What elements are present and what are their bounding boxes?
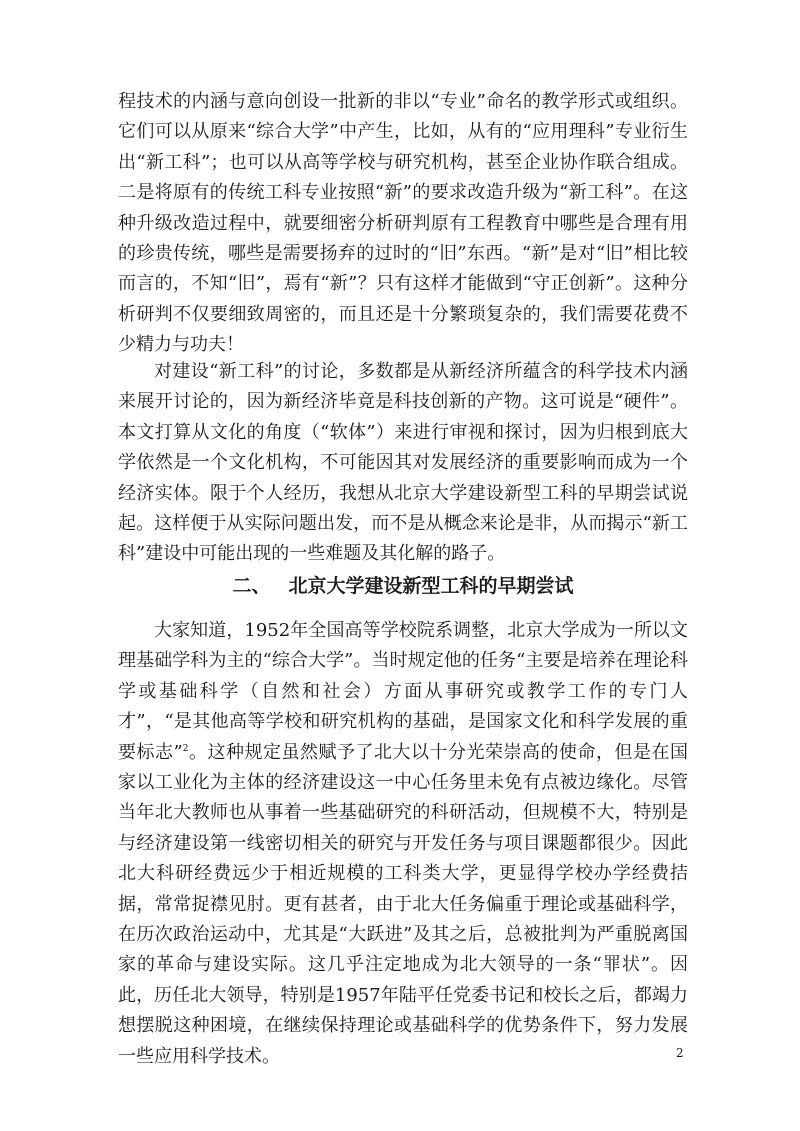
footnote-reference[interactable]: 2 (182, 743, 189, 754)
body-paragraph (118, 616, 688, 1072)
page-number: 2 (676, 1046, 684, 1060)
section-heading (118, 573, 688, 599)
body-paragraph: 对建设“新工科”的讨论，多数都是从新经济所蕴含的科学技术内涵来展开讨论的，因为新经济毕竟是科技创新的产物。这可说是“硬件”。本文打算从文化的角度（“软体”）来进行审视和探讨，因为归根到底大学依然是一个文化机构，不可能因其对发展经济的重要影响而成为一个经济实体。限于个人经历，我想从北京大学建设新型工科的早期尝试说起。这样便于从实际问题出发，而不是从概念来论是非，从而揭示“新工科”建设中可能出现的一些难题及其化解的路子。 (118, 361, 688, 565)
body-paragraph: 程技术的内涵与意向创设一批新的非以“专业”命名的教学形式或组织。它们可以从原来“综合大学”中产生，比如，从有的“应用理科”专业衍生出“新工科”；也可以从高等学校与研究机构，甚至企业协作联合组成。二是将原有的传统工科专业按照“新”的要求改造升级为“新工科”。在这种升级改造过程中，就要细密分析研判原有工程教育中哪些是合理有用的珍贵传统，哪些是需要扬弃的过时的“旧”东西。“新”是对“旧”相比较而言的，不知“旧”，焉有“新”？只有这样才能做到“守正创新”。这种分析研判不仅要细致周密的，而且还是十分繁琐复杂的，我们需要花费不少精力与功夫！ (118, 91, 688, 356)
section-title: 北京大学建设新型工科的早期尝试 (288, 575, 574, 597)
paragraph-text: 大家知道，1952年全国高等学校院系调整，北京大学成为一所以文理基础学科为主的“综合大学”。当时规定他的任务“主要是培养在理论科学或基础科学（自然和社会）方面从事研究或教学工作的专门人才”，“是其他高等学校和研究机构的基础，是国家文化和科学发展的重要标志” (118, 620, 688, 763)
section-number: 二、 (232, 575, 271, 597)
paragraph-text: 。这种规定虽然赋予了北大以十分光荣崇高的使命，但是在国家以工业化为主体的经济建设这一中心任务里未免有点被边缘化。尽管当年北大教师也从事着一些基础研究的科研活动，但规模不大，特别是与经济建设第一线密切相关的研究与开发任务与项目课题都很少。因此北大科研经费远少于相近规模的工科类大学，更显得学校办学经费拮据，常常捉襟见肘。更有甚者，由于北大任务偏重于理论或基础科学，在历次政治运动中，尤其是“大跃进”及其之后，总被批判为严重脱离国家的革命与建设实际。这几乎注定地成为北大领导的一条“罪状”。因此，历任北大领导，特别是1957年陆平任党委书记和校长之后，都竭力想摆脱这种困境，在继续保持理论或基础科学的优势条件下，努力发展一些应用科学技术。 (118, 741, 689, 1067)
